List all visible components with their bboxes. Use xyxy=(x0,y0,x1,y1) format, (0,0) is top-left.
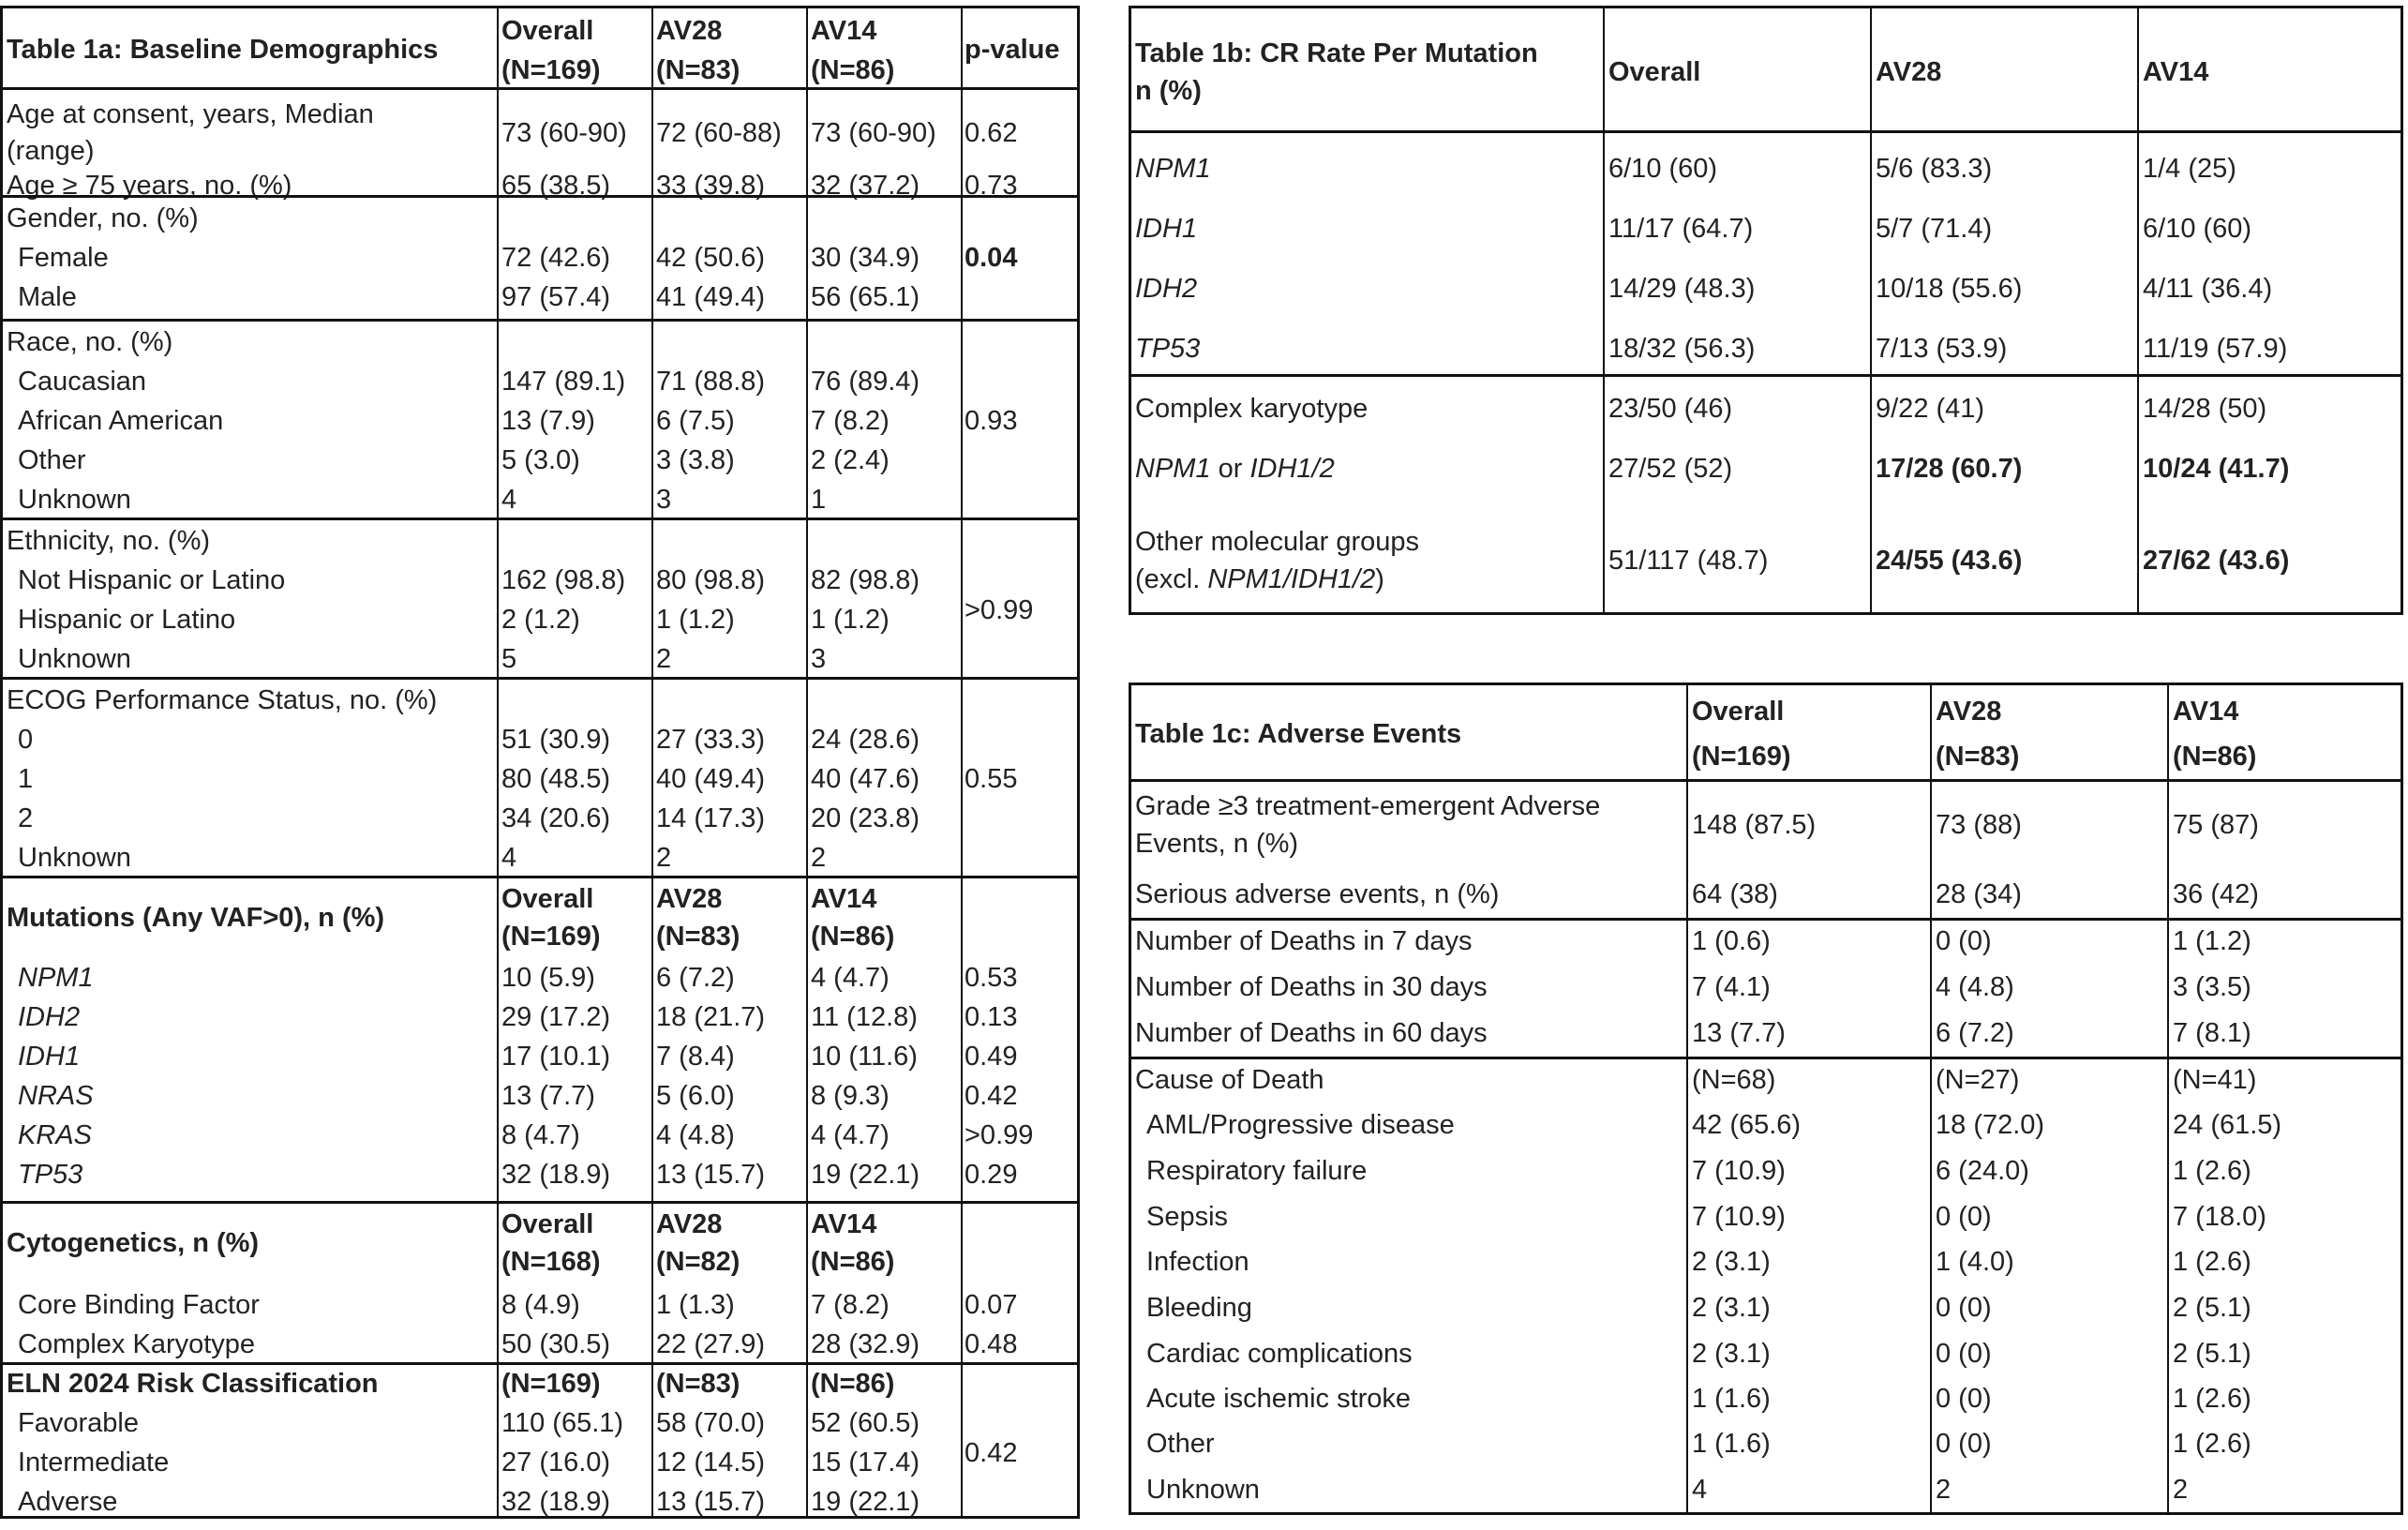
t1c-header-av14-n: (N=86) xyxy=(2173,742,2257,772)
race-african-american-av28: 6 (7.5) xyxy=(656,406,735,436)
cyto-header-av14-n: (N=86) xyxy=(811,1247,895,1277)
age75-pvalue: 0.73 xyxy=(965,171,1018,201)
t1b-idh1-overall: 11/17 (64.7) xyxy=(1608,214,1754,244)
age-pvalue: 0.62 xyxy=(965,118,1018,148)
cyto-header-overall: Overall xyxy=(501,1209,594,1239)
t1b-tp53-av14: 11/19 (57.9) xyxy=(2143,334,2288,364)
eth-unknown-label: Unknown xyxy=(18,644,131,674)
eth-unknown-av14: 3 xyxy=(811,644,827,674)
mut-header-av14: AV14 xyxy=(811,884,877,914)
t1c-deaths30-overall: 7 (4.1) xyxy=(1692,972,1771,1002)
eln-adverse-label: Adverse xyxy=(18,1487,118,1517)
t1b-other-overall: 51/117 (48.7) xyxy=(1608,546,1769,576)
t1c-deaths7-overall: 1 (0.6) xyxy=(1692,926,1771,956)
mut-idh1-overall: 17 (10.1) xyxy=(501,1042,611,1072)
race-pvalue: 0.93 xyxy=(965,406,1018,436)
race-other-av28: 3 (3.8) xyxy=(656,445,735,475)
ecog-unknown-overall: 4 xyxy=(501,843,517,873)
mut-idh1-av14: 10 (11.6) xyxy=(811,1042,918,1072)
mut-kras-label: KRAS xyxy=(18,1120,92,1150)
mut-npm1-label: NPM1 xyxy=(18,963,94,993)
mut-header-av14-n: (N=86) xyxy=(811,922,895,952)
t1c-stroke-av28: 0 (0) xyxy=(1936,1384,1992,1414)
t1c-bleeding-overall: 2 (3.1) xyxy=(1692,1293,1771,1323)
age-av28: 72 (60-88) xyxy=(656,118,782,148)
t1c-stroke-overall: 1 (1.6) xyxy=(1692,1384,1771,1414)
eln-adverse-overall: 32 (18.9) xyxy=(501,1487,611,1517)
mut-idh2-av14: 11 (12.8) xyxy=(811,1002,918,1032)
t1c-cause-label: Cause of Death xyxy=(1135,1065,1324,1095)
t1b-idh2-av14: 4/11 (36.4) xyxy=(2143,274,2273,304)
race-caucasian-label: Caucasian xyxy=(18,367,147,397)
mutations-block xyxy=(3,876,1077,1204)
eth-not-hispanic-overall: 162 (98.8) xyxy=(501,565,626,595)
cyto-cbf-overall: 8 (4.9) xyxy=(501,1290,580,1320)
eln-favorable-label: Favorable xyxy=(18,1408,139,1438)
t1c-aml-overall: 42 (65.6) xyxy=(1692,1110,1802,1140)
age-label-2: (range) xyxy=(7,136,95,166)
table-1a xyxy=(0,6,1080,1519)
ecog-2-label: 2 xyxy=(18,803,34,833)
header-av28: AV28 xyxy=(656,16,723,46)
cyto-complex-pvalue: 0.48 xyxy=(965,1329,1018,1359)
eth-unknown-overall: 5 xyxy=(501,644,517,674)
ecog-0-label: 0 xyxy=(18,725,34,755)
t1c-sepsis-av14: 7 (18.0) xyxy=(2173,1202,2266,1232)
t1b-idh2-overall: 14/29 (48.3) xyxy=(1608,274,1756,304)
cyto-complex-av28: 22 (27.9) xyxy=(656,1329,766,1359)
female-av14: 30 (34.9) xyxy=(811,243,920,273)
header-pvalue: p-value xyxy=(965,35,1060,65)
mut-tp53-av28: 13 (15.7) xyxy=(656,1160,766,1190)
t1c-header-av14: AV14 xyxy=(2173,697,2239,727)
t1c-cause-rows xyxy=(1131,1057,2401,1515)
mut-npm1-overall: 10 (5.9) xyxy=(501,963,595,993)
t1c-cardiac-av28: 0 (0) xyxy=(1936,1339,1992,1369)
t1c-deaths60-av28: 6 (7.2) xyxy=(1936,1018,2014,1048)
race-unknown-av28: 3 xyxy=(656,485,672,515)
cyto-complex-label: Complex Karyotype xyxy=(18,1329,256,1359)
t1b-other-label-2 xyxy=(1135,561,1384,598)
t1b-other-av28: 24/55 (43.6) xyxy=(1876,546,2023,576)
t1c-deaths30-av28: 4 (4.8) xyxy=(1936,972,2014,1002)
mut-npm1-pvalue: 0.53 xyxy=(965,963,1018,993)
age-overall: 73 (60-90) xyxy=(501,118,627,148)
race-unknown-overall: 4 xyxy=(501,485,517,515)
eln-header-av14-n: (N=86) xyxy=(811,1369,895,1399)
mut-npm1-av28: 6 (7.2) xyxy=(656,963,735,993)
ecog-pvalue: 0.55 xyxy=(965,764,1018,794)
age75-overall: 65 (38.5) xyxy=(501,171,611,201)
eln-pvalue: 0.42 xyxy=(965,1438,1018,1468)
t1c-unknown-label: Unknown xyxy=(1146,1475,1260,1505)
race-caucasian-overall: 147 (89.1) xyxy=(501,367,626,397)
female-label: Female xyxy=(18,243,109,273)
ecog-2-av14: 20 (23.8) xyxy=(811,803,920,833)
mut-tp53-pvalue: 0.29 xyxy=(965,1160,1018,1190)
t1c-sae-overall: 64 (38) xyxy=(1692,879,1778,909)
eln-intermediate-av28: 12 (14.5) xyxy=(656,1448,766,1478)
eln-header-overall-n: (N=169) xyxy=(501,1369,601,1399)
mut-header-av28-n: (N=83) xyxy=(656,922,740,952)
eth-not-hispanic-av14: 82 (98.8) xyxy=(811,565,920,595)
t1c-other-label: Other xyxy=(1146,1429,1215,1459)
t1b-excl-genes: NPM1/IDH1/2 xyxy=(1207,564,1376,594)
t1c-bleeding-av14: 2 (5.1) xyxy=(2173,1293,2251,1323)
t1c-infection-av14: 1 (2.6) xyxy=(2173,1247,2251,1277)
t1c-grade3-av28: 73 (88) xyxy=(1936,810,2022,840)
t1c-deaths-rows xyxy=(1131,918,2401,1059)
header-av14: AV14 xyxy=(811,16,877,46)
t1c-infection-overall: 2 (3.1) xyxy=(1692,1247,1771,1277)
t1b-idh1-label: IDH1 xyxy=(1135,214,1198,244)
t1c-resp-label: Respiratory failure xyxy=(1146,1156,1368,1186)
male-av28: 41 (49.4) xyxy=(656,282,766,312)
ethnicity-block xyxy=(3,518,1077,680)
eln-header-av28-n: (N=83) xyxy=(656,1369,740,1399)
t1c-infection-av28: 1 (4.0) xyxy=(1936,1247,2014,1277)
gender-label: Gender, no. (%) xyxy=(7,203,199,233)
eth-unknown-av28: 2 xyxy=(656,644,672,674)
eln-intermediate-av14: 15 (17.4) xyxy=(811,1448,920,1478)
ecog-1-av14: 40 (47.6) xyxy=(811,764,920,794)
eth-hispanic-overall: 2 (1.2) xyxy=(501,605,580,635)
t1c-cause-av14-n: (N=41) xyxy=(2173,1065,2257,1095)
cyto-header-av28-n: (N=82) xyxy=(656,1247,740,1277)
t1c-deaths7-label: Number of Deaths in 7 days xyxy=(1135,926,1473,956)
mut-kras-overall: 8 (4.7) xyxy=(501,1120,580,1150)
t1b-idh1-av28: 5/7 (71.4) xyxy=(1876,214,1993,244)
race-caucasian-av28: 71 (88.8) xyxy=(656,367,766,397)
t1c-sepsis-label: Sepsis xyxy=(1146,1202,1229,1232)
t1b-header-overall: Overall xyxy=(1608,57,1701,87)
eth-hispanic-label: Hispanic or Latino xyxy=(18,605,236,635)
mut-idh2-label: IDH2 xyxy=(18,1002,81,1032)
t1c-sepsis-av28: 0 (0) xyxy=(1936,1202,1992,1232)
t1b-complex-overall: 23/50 (46) xyxy=(1608,394,1733,424)
age-block xyxy=(3,87,1077,201)
race-african-american-label: African American xyxy=(18,406,224,436)
ecog-2-av28: 14 (17.3) xyxy=(656,803,766,833)
age75-av28: 33 (39.8) xyxy=(656,171,766,201)
table-1b-subtitle: n (%) xyxy=(1135,76,1202,106)
mut-idh2-av28: 18 (21.7) xyxy=(656,1002,766,1032)
ecog-unknown-label: Unknown xyxy=(18,843,131,873)
t1c-header-overall: Overall xyxy=(1692,697,1785,727)
race-other-label: Other xyxy=(18,445,86,475)
t1c-events-rows xyxy=(1131,779,2401,921)
t1c-sae-av14: 36 (42) xyxy=(2173,879,2259,909)
mut-nras-av28: 5 (6.0) xyxy=(656,1081,735,1111)
t1c-unknown-overall: 4 xyxy=(1692,1475,1708,1505)
cyto-cbf-av28: 1 (1.3) xyxy=(656,1290,735,1320)
age75-av14: 32 (37.2) xyxy=(811,171,920,201)
cyto-complex-av14: 28 (32.9) xyxy=(811,1329,920,1359)
t1c-cause-av28-n: (N=27) xyxy=(1936,1065,2020,1095)
race-other-av14: 2 (2.4) xyxy=(811,445,890,475)
ecog-0-av14: 24 (28.6) xyxy=(811,725,920,755)
t1c-aml-av28: 18 (72.0) xyxy=(1936,1110,2045,1140)
t1b-complex-label: Complex karyotype xyxy=(1135,394,1369,424)
cyto-cbf-label: Core Binding Factor xyxy=(18,1290,260,1320)
t1b-header-av14: AV14 xyxy=(2143,57,2209,87)
t1b-npm1-label: NPM1 xyxy=(1135,154,1211,184)
t1c-unknown-av14: 2 xyxy=(2173,1475,2189,1505)
mut-nras-av14: 8 (9.3) xyxy=(811,1081,890,1111)
gender-block xyxy=(3,195,1077,322)
t1c-stroke-av14: 1 (2.6) xyxy=(2173,1384,2251,1414)
t1c-sae-label: Serious adverse events, n (%) xyxy=(1135,879,1500,909)
t1c-deaths60-overall: 13 (7.7) xyxy=(1692,1018,1786,1048)
t1c-header-av28-n: (N=83) xyxy=(1936,742,2020,772)
ecog-block xyxy=(3,677,1077,878)
race-caucasian-av14: 76 (89.4) xyxy=(811,367,920,397)
t1c-aml-av14: 24 (61.5) xyxy=(2173,1110,2282,1140)
t1c-other-av14: 1 (2.6) xyxy=(2173,1429,2251,1459)
t1c-cardiac-overall: 2 (3.1) xyxy=(1692,1339,1771,1369)
ecog-label: ECOG Performance Status, no. (%) xyxy=(7,685,438,715)
eth-hispanic-av14: 1 (1.2) xyxy=(811,605,890,635)
mut-npm1-av14: 4 (4.7) xyxy=(811,963,890,993)
t1c-aml-label: AML/Progressive disease xyxy=(1146,1110,1455,1140)
t1c-other-overall: 1 (1.6) xyxy=(1692,1429,1771,1459)
t1b-npm-idh-av14: 10/24 (41.7) xyxy=(2143,454,2290,484)
t1c-cause-overall-n: (N=68) xyxy=(1692,1065,1776,1095)
t1b-tp53-label: TP53 xyxy=(1135,334,1201,364)
table-1a-title: Table 1a: Baseline Demographics xyxy=(7,35,439,65)
mut-idh1-pvalue: 0.49 xyxy=(965,1042,1018,1072)
table-1c xyxy=(1129,682,2403,1515)
table-1b-title: Table 1b: CR Rate Per Mutation xyxy=(1135,38,1538,68)
t1b-npm-idh-av28: 17/28 (60.7) xyxy=(1876,454,2023,484)
t1b-excl-close: ) xyxy=(1375,564,1384,594)
race-african-american-overall: 13 (7.9) xyxy=(501,406,595,436)
t1b-npm1-av14: 1/4 (25) xyxy=(2143,154,2236,184)
t1c-header-av28: AV28 xyxy=(1936,697,2002,727)
header-overall: Overall xyxy=(501,16,594,46)
cyto-header-overall-n: (N=168) xyxy=(501,1247,601,1277)
male-label: Male xyxy=(18,282,77,312)
cyto-complex-overall: 50 (30.5) xyxy=(501,1329,611,1359)
t1b-tp53-av28: 7/13 (53.9) xyxy=(1876,334,2008,364)
mut-nras-label: NRAS xyxy=(18,1081,94,1111)
t1b-complex-av28: 9/22 (41) xyxy=(1876,394,1985,424)
table-1b-header xyxy=(1131,8,2401,130)
mut-header-overall-n: (N=169) xyxy=(501,922,601,952)
t1c-sae-av28: 28 (34) xyxy=(1936,879,2022,909)
t1c-bleeding-label: Bleeding xyxy=(1146,1293,1252,1323)
cyto-header-av28: AV28 xyxy=(656,1209,723,1239)
t1c-grade3-label-2: Events, n (%) xyxy=(1135,829,1299,859)
table-1b xyxy=(1129,6,2403,615)
ecog-1-overall: 80 (48.5) xyxy=(501,764,611,794)
age75-label: Age ≥ 75 years, no. (%) xyxy=(7,171,292,201)
gender-pvalue: 0.04 xyxy=(965,243,1018,273)
ethnicity-label: Ethnicity, no. (%) xyxy=(7,526,211,556)
t1b-other-label: Other molecular groups xyxy=(1135,527,1420,557)
header-av28-n: (N=83) xyxy=(656,55,740,85)
race-african-american-av14: 7 (8.2) xyxy=(811,406,890,436)
race-unknown-av14: 1 xyxy=(811,485,827,515)
female-overall: 72 (42.6) xyxy=(501,243,611,273)
mut-kras-pvalue: >0.99 xyxy=(965,1120,1034,1150)
ecog-unknown-av14: 2 xyxy=(811,843,827,873)
ecog-0-overall: 51 (30.9) xyxy=(501,725,611,755)
eln-favorable-overall: 110 (65.1) xyxy=(501,1408,624,1438)
t1b-group-rows xyxy=(1131,374,2401,615)
mut-tp53-label: TP53 xyxy=(18,1160,83,1190)
t1b-idh2-label: IDH2 xyxy=(1135,274,1198,304)
cytogenetics-title: Cytogenetics, n (%) xyxy=(7,1228,260,1258)
t1b-npm1-av28: 5/6 (83.3) xyxy=(1876,154,1993,184)
header-av14-n: (N=86) xyxy=(811,55,895,85)
table-1a-header xyxy=(3,8,1077,87)
race-label: Race, no. (%) xyxy=(7,327,173,357)
t1c-cardiac-av14: 2 (5.1) xyxy=(2173,1339,2251,1369)
mut-idh2-pvalue: 0.13 xyxy=(965,1002,1018,1032)
eln-title: ELN 2024 Risk Classification xyxy=(7,1369,379,1399)
race-other-overall: 5 (3.0) xyxy=(501,445,580,475)
eln-favorable-av28: 58 (70.0) xyxy=(656,1408,766,1438)
cyto-cbf-pvalue: 0.07 xyxy=(965,1290,1018,1320)
t1c-stroke-label: Acute ischemic stroke xyxy=(1146,1384,1412,1414)
ecog-0-av28: 27 (33.3) xyxy=(656,725,766,755)
t1b-or-text: or xyxy=(1210,454,1250,484)
t1b-npm-idh-label xyxy=(1135,450,1335,488)
t1b-npm1-overall: 6/10 (60) xyxy=(1608,154,1718,184)
mut-kras-av28: 4 (4.8) xyxy=(656,1120,735,1150)
ecog-1-label: 1 xyxy=(18,764,34,794)
cyto-cbf-av14: 7 (8.2) xyxy=(811,1290,890,1320)
t1c-grade3-av14: 75 (87) xyxy=(2173,810,2259,840)
t1c-deaths30-label: Number of Deaths in 30 days xyxy=(1135,972,1488,1002)
mut-idh2-overall: 29 (17.2) xyxy=(501,1002,611,1032)
mut-header-av28: AV28 xyxy=(656,884,723,914)
age-label: Age at consent, years, Median xyxy=(7,99,374,129)
t1b-idh12-text: IDH1/2 xyxy=(1249,454,1335,484)
t1b-npm1-text: NPM1 xyxy=(1135,454,1211,484)
age-av14: 73 (60-90) xyxy=(811,118,936,148)
t1c-deaths7-av28: 0 (0) xyxy=(1936,926,1992,956)
t1c-deaths7-av14: 1 (1.2) xyxy=(2173,926,2251,956)
eln-favorable-av14: 52 (60.5) xyxy=(811,1408,920,1438)
cytogenetics-block xyxy=(3,1201,1077,1365)
t1c-resp-av14: 1 (2.6) xyxy=(2173,1156,2251,1186)
t1c-sepsis-overall: 7 (10.9) xyxy=(1692,1202,1786,1232)
t1c-cardiac-label: Cardiac complications xyxy=(1146,1339,1413,1369)
t1b-other-av14: 27/62 (43.6) xyxy=(2143,546,2290,576)
mut-idh1-av28: 7 (8.4) xyxy=(656,1042,735,1072)
t1c-resp-overall: 7 (10.9) xyxy=(1692,1156,1786,1186)
header-overall-n: (N=169) xyxy=(501,55,601,85)
t1c-unknown-av28: 2 xyxy=(1936,1475,1952,1505)
t1c-other-av28: 0 (0) xyxy=(1936,1429,1992,1459)
eln-intermediate-label: Intermediate xyxy=(18,1448,170,1478)
eth-hispanic-av28: 1 (1.2) xyxy=(656,605,735,635)
eln-adverse-av28: 13 (15.7) xyxy=(656,1487,766,1517)
ecog-1-av28: 40 (49.4) xyxy=(656,764,766,794)
female-av28: 42 (50.6) xyxy=(656,243,766,273)
mut-header-overall: Overall xyxy=(501,884,594,914)
t1c-resp-av28: 6 (24.0) xyxy=(1936,1156,2029,1186)
eth-not-hispanic-av28: 80 (98.8) xyxy=(656,565,766,595)
mut-nras-overall: 13 (7.7) xyxy=(501,1081,595,1111)
t1c-infection-label: Infection xyxy=(1146,1247,1249,1277)
race-unknown-label: Unknown xyxy=(18,485,131,515)
race-block xyxy=(3,319,1077,520)
ethnicity-pvalue: >0.99 xyxy=(965,595,1034,625)
table-1c-title: Table 1c: Adverse Events xyxy=(1135,719,1462,749)
t1c-grade3-overall: 148 (87.5) xyxy=(1692,810,1817,840)
male-overall: 97 (57.4) xyxy=(501,282,611,312)
t1c-deaths30-av14: 3 (3.5) xyxy=(2173,972,2251,1002)
mut-idh1-label: IDH1 xyxy=(18,1042,81,1072)
t1b-complex-av14: 14/28 (50) xyxy=(2143,394,2267,424)
t1b-tp53-overall: 18/32 (56.3) xyxy=(1608,334,1756,364)
t1b-idh1-av14: 6/10 (60) xyxy=(2143,214,2252,244)
table-1c-header xyxy=(1131,685,2401,779)
eth-not-hispanic-label: Not Hispanic or Latino xyxy=(18,565,286,595)
t1b-idh2-av28: 10/18 (55.6) xyxy=(1876,274,2023,304)
t1c-bleeding-av28: 0 (0) xyxy=(1936,1293,1992,1323)
mut-tp53-overall: 32 (18.9) xyxy=(501,1160,611,1190)
mut-kras-av14: 4 (4.7) xyxy=(811,1120,890,1150)
cyto-header-av14: AV14 xyxy=(811,1209,877,1239)
t1b-npm-idh-overall: 27/52 (52) xyxy=(1608,454,1733,484)
mut-nras-pvalue: 0.42 xyxy=(965,1081,1018,1111)
ecog-unknown-av28: 2 xyxy=(656,843,672,873)
t1c-deaths60-av14: 7 (8.1) xyxy=(2173,1018,2251,1048)
t1c-grade3-label: Grade ≥3 treatment-emergent Adverse xyxy=(1135,791,1601,821)
t1c-deaths60-label: Number of Deaths in 60 days xyxy=(1135,1018,1488,1048)
t1b-header-av28: AV28 xyxy=(1876,57,1942,87)
ecog-2-overall: 34 (20.6) xyxy=(501,803,611,833)
eln-intermediate-overall: 27 (16.0) xyxy=(501,1448,611,1478)
mut-tp53-av14: 19 (22.1) xyxy=(811,1160,920,1190)
eln-block xyxy=(3,1362,1077,1524)
t1c-header-overall-n: (N=169) xyxy=(1692,742,1791,772)
male-av14: 56 (65.1) xyxy=(811,282,920,312)
eln-adverse-av14: 19 (22.1) xyxy=(811,1487,920,1517)
t1b-excl-text: (excl. xyxy=(1135,564,1208,594)
t1b-mutation-rows xyxy=(1131,130,2401,377)
mutations-title: Mutations (Any VAF>0), n (%) xyxy=(7,903,385,933)
